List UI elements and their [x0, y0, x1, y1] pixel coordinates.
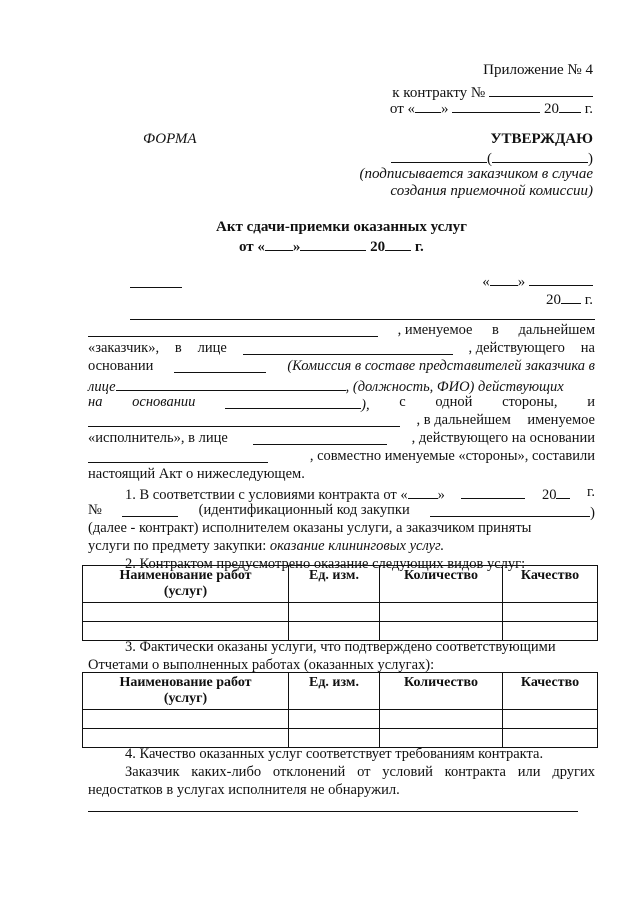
p1-month-blank — [461, 484, 525, 499]
body-word: лице — [88, 379, 116, 395]
contractor-rep-blank — [253, 430, 387, 445]
header-work-name — [83, 673, 289, 710]
body-word: ), — [361, 397, 370, 413]
date-month-blank — [452, 98, 540, 113]
body-word: , совместно именуемые «стороны», составили — [309, 448, 595, 464]
act-quote-close: » — [292, 239, 301, 255]
p4-text: 4. Качество оказанных услуг соответствует требованиям контракта. — [125, 746, 544, 762]
body-word: с — [399, 394, 406, 410]
act-month-blank — [300, 236, 366, 251]
bottom-rule — [88, 811, 578, 812]
approve-note-line2: создания приемочной комиссии) — [390, 183, 593, 199]
act-date-suffix: г. — [414, 239, 424, 255]
p1-suffix: г. — [587, 484, 595, 500]
p1-day-blank — [408, 484, 438, 499]
p2-text: 2. Контрактом предусмотрено оказание следующих видов услуг: — [125, 556, 526, 572]
header-quantity: Количество — [380, 673, 503, 710]
body-word: одной — [435, 394, 473, 410]
services-table-1 — [82, 565, 598, 641]
body-line-1 — [88, 322, 595, 339]
body-word: , действующего — [468, 340, 565, 356]
body-word: именуемое — [527, 412, 595, 428]
place-day-blank — [490, 271, 518, 286]
body-word: лице — [197, 340, 227, 356]
body-word: в — [492, 322, 499, 338]
place-month-blank — [529, 271, 593, 286]
p1-paren-close: ) — [590, 505, 595, 521]
table-row — [83, 729, 598, 748]
contractor-basis-blank — [88, 448, 268, 463]
paren-open: ( — [487, 151, 492, 167]
purchase-code-blank — [430, 502, 590, 517]
body-line-3 — [88, 358, 595, 375]
services-table-2 — [82, 672, 598, 748]
p1-year-blank — [556, 484, 570, 499]
p1-text: услуги по предмету закупки: — [88, 538, 267, 554]
act-date-line — [239, 236, 424, 256]
header-work-name-line: (услуг) — [163, 584, 208, 599]
commission-person-blank — [116, 376, 346, 391]
p1-number-blank — [122, 502, 178, 517]
body-line-2 — [88, 340, 595, 357]
place-quote-close: » — [517, 274, 526, 290]
date-from-label: от « — [389, 101, 416, 117]
basis-blank — [174, 358, 266, 373]
body-word: в — [174, 340, 182, 356]
p5-line-2: недостатков в услугах исполнителя не обнаружил. — [88, 782, 400, 798]
body-line-6 — [88, 412, 595, 429]
body-word: , в дальнейшем — [416, 412, 511, 428]
body-word: основании — [132, 394, 196, 410]
customer-name-blank — [130, 319, 595, 320]
header-quality: Качество — [503, 566, 598, 603]
body-word: , именуемое — [397, 322, 473, 338]
form-label: ФОРМА — [143, 131, 197, 147]
header-work-name — [83, 566, 289, 603]
body-line-5 — [88, 394, 595, 414]
p3-line-1: 3. Фактически оказаны услуги, что подтверждено соответствующими — [125, 639, 556, 655]
paren-close: ) — [588, 151, 593, 167]
contract-number-blank — [489, 82, 593, 97]
p1-number-label: № — [88, 502, 102, 518]
signature-blank — [391, 148, 487, 163]
header-quantity: Количество — [380, 566, 503, 603]
body-line-7 — [88, 430, 595, 447]
body-line-8 — [88, 448, 595, 465]
date-suffix: г. — [584, 101, 593, 117]
header-unit: Ед. изм. — [289, 566, 380, 603]
act-title: Акт сдачи-приемки оказанных услуг — [216, 219, 467, 235]
customer-blank — [88, 322, 378, 337]
header-work-name-line: (услуг) — [163, 691, 208, 706]
body-word: «исполнитель», в лице — [88, 430, 228, 446]
p1-line-1 — [125, 484, 595, 504]
table-row — [83, 710, 598, 729]
body-word: , действующего на основании — [411, 430, 595, 446]
p1-line-4 — [88, 538, 444, 555]
contractor-blank — [88, 412, 400, 427]
p1-quote-close: » — [437, 487, 445, 503]
body-word: основании — [88, 358, 154, 374]
act-date-from: от « — [239, 239, 265, 255]
body-line-4 — [88, 376, 595, 396]
header-date-line — [390, 98, 593, 118]
table-header-row — [83, 566, 598, 603]
table-header-row — [83, 673, 598, 710]
place-year-blank — [561, 289, 581, 304]
body-word: и — [587, 394, 595, 410]
header-quality: Качество — [503, 673, 598, 710]
contract-prefix: к контракту № — [392, 85, 486, 101]
place-year-prefix: 20 — [546, 292, 562, 308]
p1-year-prefix: 20 — [541, 487, 557, 503]
table-row — [83, 603, 598, 622]
place-date-line1 — [482, 271, 593, 291]
act-year-blank — [385, 236, 411, 251]
appendix-label: Приложение № 4 — [483, 62, 593, 78]
basis-blank-2 — [225, 394, 361, 409]
header-work-name-line: Наименование работ — [119, 675, 252, 690]
body-word: , (должность, ФИО) действующих — [345, 379, 564, 395]
place-date-line2 — [546, 289, 593, 309]
p1-subject: оказание клининговых услуг. — [269, 538, 445, 554]
body-line-9: настоящий Акт о нижеследующем. — [88, 466, 305, 482]
name-blank — [492, 148, 588, 163]
body-word: дальнейшем — [518, 322, 595, 338]
place-suffix: г. — [584, 292, 593, 308]
table-row — [83, 622, 598, 641]
approve-signature-line — [391, 148, 593, 168]
date-year-prefix: 20 — [544, 101, 560, 117]
header-work-name-line: Наименование работ — [119, 568, 252, 583]
approve-title: УТВЕРЖДАЮ — [490, 131, 593, 147]
header-unit: Ед. изм. — [289, 673, 380, 710]
body-word: стороны, — [502, 394, 558, 410]
p3-line-2: Отчетами о выполненных работах (оказанных услугах): — [88, 657, 435, 673]
act-day-blank — [265, 236, 293, 251]
p1-text: 1. В соответствии с условиями контракта от « — [125, 487, 408, 503]
approve-note-line1: (подписывается заказчиком в случае — [359, 166, 593, 182]
date-day-blank — [415, 98, 441, 113]
body-word: «заказчик», — [88, 340, 160, 356]
p1-line-3: (далее - контракт) исполнителем оказаны услуги, а заказчиком приняты — [88, 520, 532, 536]
act-year-prefix: 20 — [370, 239, 386, 255]
p1-line-2 — [88, 502, 595, 522]
date-quote-close: » — [441, 101, 449, 117]
body-word: на — [580, 340, 595, 356]
p1-text: (идентификационный код закупки — [198, 502, 410, 518]
place-blank — [130, 287, 182, 288]
place-quote-open: « — [482, 274, 490, 290]
body-word: на — [88, 394, 103, 410]
commission-note: (Комиссия в составе представителей заказчика в — [287, 358, 595, 374]
p5-line-1: Заказчик каких-либо отклонений от условий контракта или других — [125, 764, 595, 780]
date-year-blank — [559, 98, 581, 113]
customer-rep-blank — [243, 340, 453, 355]
